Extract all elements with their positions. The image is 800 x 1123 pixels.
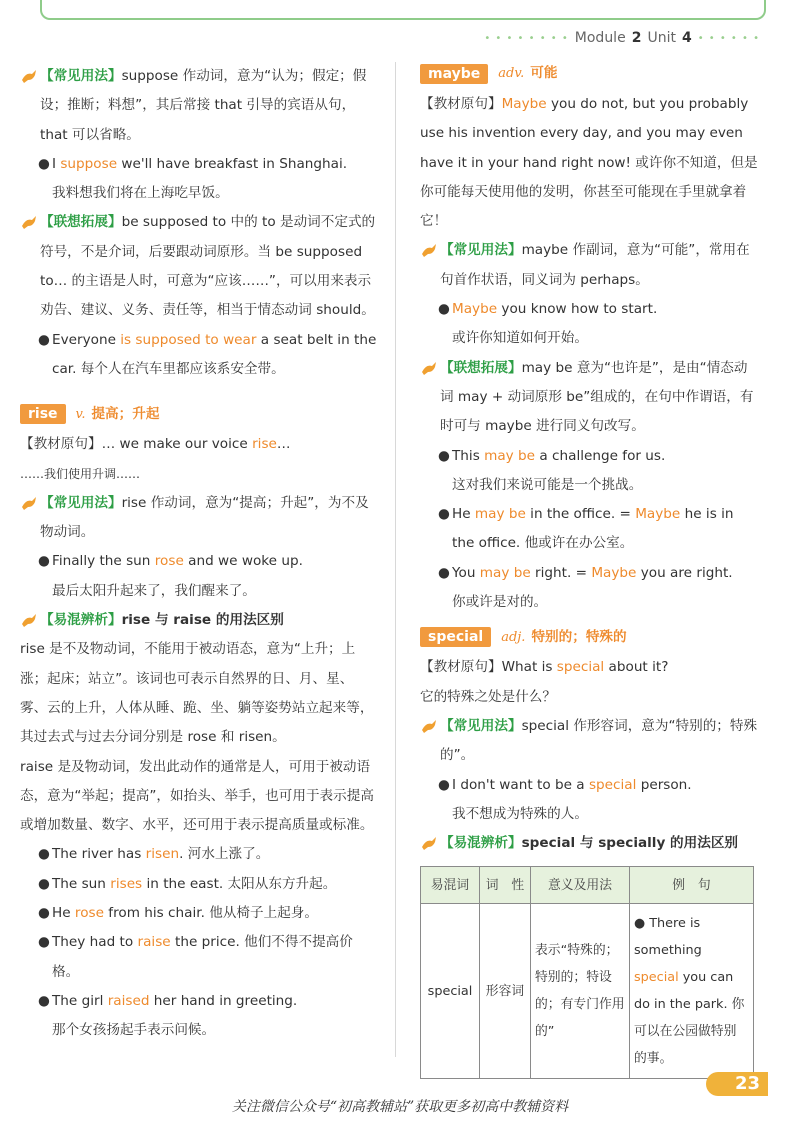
top-frame bbox=[40, 0, 766, 20]
maybe-usage: 【常见用法】maybe 作副词，意为“可能”，常用在句首作状语，同义词为 perhaps。 bbox=[420, 236, 760, 295]
suppose-example-2: ● Everyone is supposed to wear a seat belt in the car. 每个人在汽车里都应该系安全带。 bbox=[38, 331, 377, 377]
maybe-ex-3: ● You may be right. = Maybe you are right. 你或许是对的。 bbox=[438, 564, 733, 611]
table-row bbox=[421, 904, 754, 1079]
rise-usage: 【常见用法】rise 作动词，意为“提高；升起”，为不及物动词。 bbox=[20, 489, 380, 548]
maybe-extension: 【联想拓展】may be 意为“也许是”，是由“情态动词 may + 动词原形 be”组成的，在句中作谓语，有时可与 maybe 进行同义句改写。 bbox=[420, 354, 760, 442]
table-header: 意义及用法 bbox=[531, 867, 630, 904]
maybe-original: 【教材原句】Maybe you do not, but you probably use his invention every day, and you may even have it in your hand right now! 或许你不知道，但是你可能每天使用他的发明，你甚至可能现在手里就拿着它！ bbox=[420, 96, 758, 230]
header-module: Module bbox=[574, 30, 626, 46]
special-usage: 【常见用法】special 作形容词，意为“特别的；特殊的”。 bbox=[420, 712, 760, 771]
table-header: 例 句 bbox=[630, 867, 754, 904]
rise-ex-1: ● The river has risen. 河水上涨了。 bbox=[38, 846, 270, 863]
header-dots-right: • • • • • • bbox=[697, 32, 760, 44]
rise-original: 【教材原句】… we make our voice rise… ……我们使用升调…… bbox=[20, 436, 291, 481]
suppose-usage: 【常见用法】suppose 作动词，意为“认为；假定；假设；推断；料想”，其后常接 that 引导的宾语从句，that 可以省略。 bbox=[20, 62, 380, 150]
rise-ex-5: ● The girl raised her hand in greeting. 那个女孩扬起手表示问候。 bbox=[38, 992, 298, 1039]
header-dots-left: • • • • • • • • bbox=[484, 32, 569, 44]
page-header bbox=[484, 30, 760, 46]
table-cell-pos: 形容词 bbox=[480, 904, 531, 1079]
kangaroo-icon bbox=[20, 612, 38, 628]
rise-ex-2: ● The sun rises in the east. 太阳从东方升起。 bbox=[38, 875, 337, 892]
word-heading-rise: rise v. 提高；升起 bbox=[20, 402, 380, 426]
header-unit-no: 4 bbox=[681, 30, 692, 46]
right-column bbox=[420, 62, 760, 1079]
kangaroo-icon bbox=[20, 68, 38, 84]
footer-notice: 关注微信公众号“初高教辅站”获取更多初高中教辅资料 bbox=[231, 1099, 569, 1115]
left-column bbox=[20, 62, 380, 1046]
table-header: 词 性 bbox=[480, 867, 531, 904]
header-module-no: 2 bbox=[631, 30, 642, 46]
table-cell-word: special bbox=[421, 904, 480, 1079]
maybe-example: ● Maybe you know how to start. 或许你知道如何开始。 bbox=[438, 301, 658, 347]
rise-ex-4: ● They had to raise the price. 他们不得不提高价格。 bbox=[38, 934, 353, 980]
word-heading-special: special adj. 特别的；特殊的 bbox=[420, 625, 760, 649]
table-cell-example: ● There is something special you can do in the park. 你可以在公园做特别的事。 bbox=[630, 904, 754, 1079]
maybe-ex-2: ● He may be in the office. = Maybe he is in the office. 他或许在办公室。 bbox=[438, 506, 734, 552]
rise-ex-3: ● He rose from his chair. 他从椅子上起身。 bbox=[38, 905, 318, 922]
header-unit: Unit bbox=[647, 30, 676, 46]
column-divider bbox=[395, 62, 396, 1057]
comparison-table bbox=[420, 866, 754, 1079]
special-diff: 【易混辨析】special 与 specially 的用法区别 bbox=[420, 829, 760, 858]
special-original: 【教材原句】What is special about it? 它的特殊之处是什么？ bbox=[420, 659, 669, 705]
table-header: 易混词 bbox=[421, 867, 480, 904]
word-heading-maybe: maybe adv. 可能 bbox=[420, 62, 760, 86]
kangaroo-icon bbox=[420, 360, 438, 376]
rise-diff: 【易混辨析】rise 与 raise 的用法区别 bbox=[20, 606, 380, 635]
special-example: ● I don't want to be a special person. 我不想成为特殊的人。 bbox=[438, 776, 692, 822]
rise-diff-para-2: raise 是及物动词，发出此动作的通常是人，可用于被动语态，意为“举起；提高”，如抬头、举手，也可用于表示提高或增加数量、数字、水平，还可用于表示提高质量或标准。 bbox=[20, 758, 374, 834]
rise-diff-para-1: rise 是不及物动词，不能用于被动语态，意为“上升；上涨；起床；站立”。该词也可表示自然界的日、月、星、雾、云的上升，人体从睡、跪、坐、躺等姿势站立起来等，其过去式与过去分词分别是 rose 和 risen。 bbox=[20, 641, 374, 746]
page-number: 23 bbox=[706, 1072, 768, 1096]
rise-example: ● Finally the sun rose and we woke up. 最后太阳升起来了，我们醒来了。 bbox=[38, 553, 303, 599]
kangaroo-icon bbox=[20, 214, 38, 230]
kangaroo-icon bbox=[20, 495, 38, 511]
kangaroo-icon bbox=[420, 242, 438, 258]
kangaroo-icon bbox=[420, 718, 438, 734]
kangaroo-icon bbox=[420, 835, 438, 851]
suppose-example: ● I suppose we'll have breakfast in Shanghai. 我料想我们将在上海吃早饭。 bbox=[38, 155, 348, 202]
maybe-ex-1: ● This may be a challenge for us. 这对我们来说可能是一个挑战。 bbox=[438, 447, 666, 493]
suppose-extension: 【联想拓展】be supposed to 中的 to 是动词不定式的符号，不是介词，后要跟动词原形。当 be supposed to… 的主语是人时，可意为“应该……”，可以用来表示劝告、建议、义务、责任等，相当于情态动词 should。 bbox=[20, 208, 380, 325]
table-cell-meaning: 表示“特殊的；特别的；特设的；有专门作用的” bbox=[531, 904, 630, 1079]
